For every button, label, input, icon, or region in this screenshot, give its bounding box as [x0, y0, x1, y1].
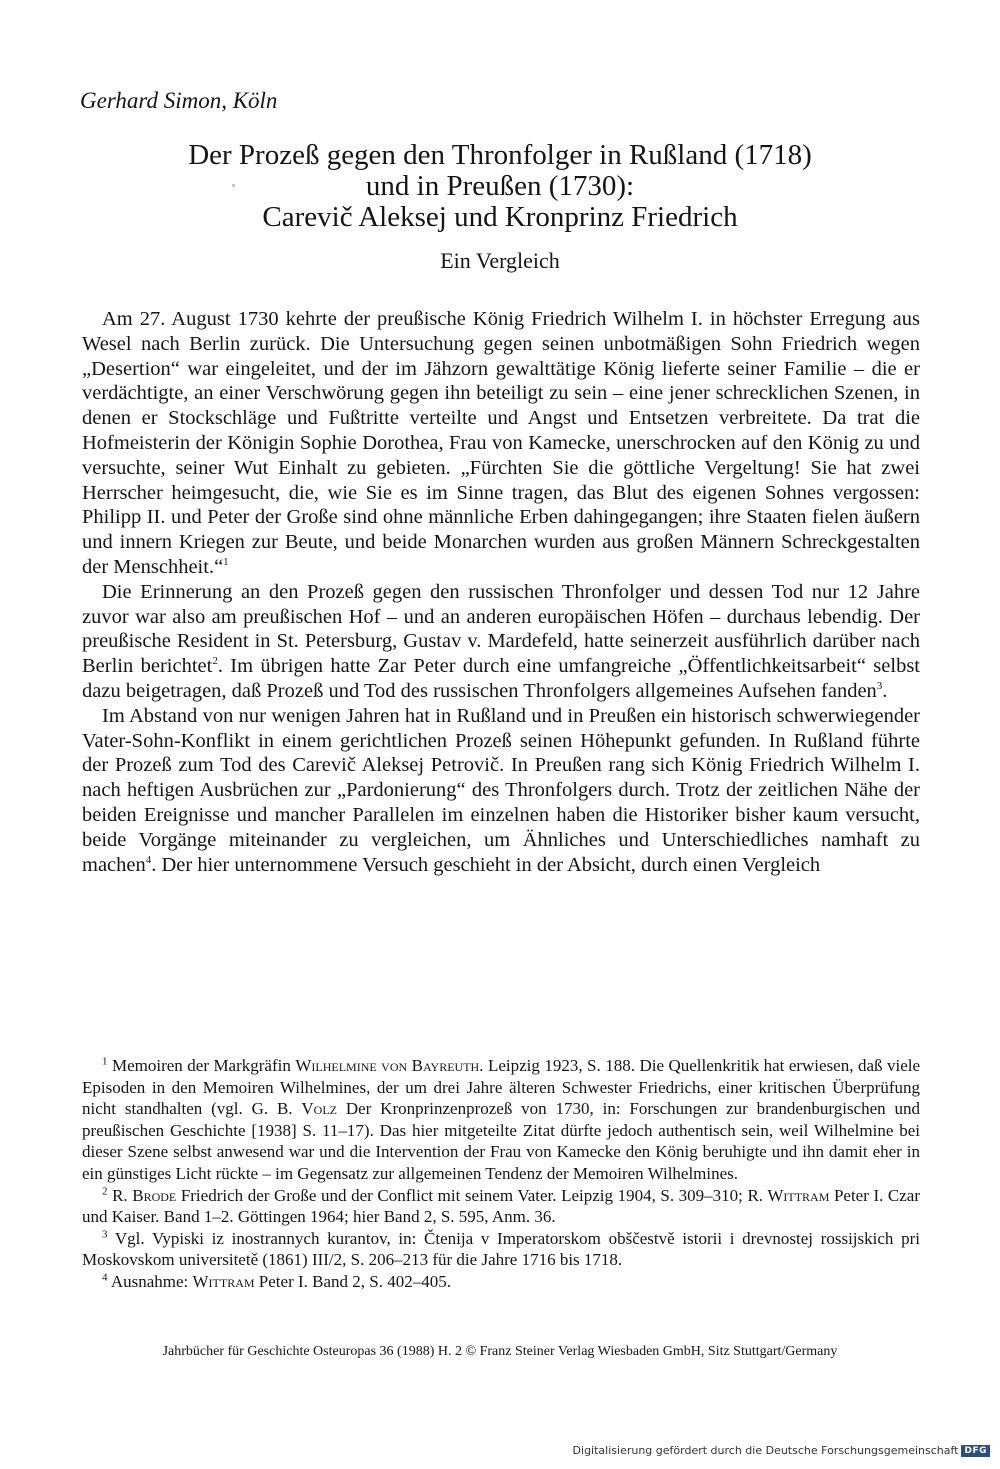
paragraph-2-text-a: Die Erinnerung an den Prozeß gegen den russischen Thronfolger und dessen Tod nur 12 Jahre zuvor war also am preußischen Hof – und an anderen europäischen Höfen – durchaus lebendig. Der preußische Resident in St. Petersburg, Gustav v. Mardefeld, hatte seinerzeit ausführlich darüber nach Berlin berichtet [82, 580, 920, 678]
footnote-2-author: R. Brode [112, 1185, 177, 1205]
footnote-1-text-b: . Leipzig 1923, S. 188. Die Quellenkritik hat erwiesen, daß viele Episoden in den Memoiren Wilhelmines, der um drei Jahre älteren Schwester Friedrichs, einer kritischen Überprüfung nicht standhalten (vgl. G. B. [82, 1056, 921, 1119]
paragraph-3-text-a: Im Abstand von nur wenigen Jahren hat in Rußland und in Preußen ein historisch schwerwiegender Vater-Sohn-Konflikt in einem gerichtlichen Prozeß seinen Höhepunkt gefunden. In Rußland führte der Prozeß zum Tod des Carevič Aleksej Petrovič. In Preußen rang sich König Friedrich Wilhelm I. nach heftigen Ausbrüchen zur „Pardonierung“ des Thronfolgers durch. Trotz der zeitlichen Nähe der beiden Ereignisse und mancher Parallelen im einzelnen haben die Historiker bisher kaum versucht, beide Vorgänge miteinander zu vergleichen, um Ähnliches und Unterschiedliches namhaft zu machen [82, 704, 920, 876]
footnote-2 [82, 1185, 920, 1228]
footnote-1-author-2: Volz [301, 1099, 337, 1119]
dfg-logo-icon: DFG [961, 1445, 990, 1457]
footnote-4-author: Wittram [192, 1271, 255, 1291]
footnote-3 [82, 1228, 920, 1271]
footnote-3-text: Vgl. Vypiski iz inostrannych kurantov, in: Čtenija v Imperatorskom obščestvě istorii i drevnostej rossijskich pri Moskovskom universitetě (1861) III/2, S. 206–213 für die Jahre 1716 bis 1718. [82, 1228, 920, 1270]
footnote-1-author: Wilhelmine von Bayreuth [295, 1056, 480, 1075]
footnote-4 [82, 1271, 920, 1293]
footnote-4-text-a: Ausnahme: [110, 1271, 193, 1291]
dfg-credit-text: Digitalisierung gefördert durch die Deutsche Forschungsgemeinschaft [572, 1444, 959, 1457]
footnote-4-text-b: Peter I. Band 2, S. 402–405. [254, 1271, 451, 1291]
paragraph-2-text-b: . Im übrigen hatte Zar Peter durch eine umfangreiche „Öffentlichkeitsarbeit“ selbst dazu beigetragen, daß Prozeß und Tod des russischen Thronfolgers allgemeines Aufsehen fanden [82, 655, 920, 702]
footnote-4-number: 4 [102, 1271, 108, 1284]
paragraph-3-text-b: . Der hier unternommene Versuch geschieht in der Absicht, durch einen Vergleich [151, 853, 821, 876]
paragraph-2-text-c: . [882, 679, 888, 702]
footnote-ref-2: 2 [212, 655, 218, 668]
dfg-credit [573, 1444, 990, 1457]
title-line-3: Carevič Aleksej und Kronprinz Friedrich [262, 201, 738, 233]
footnote-1-number: 1 [102, 1055, 108, 1068]
paragraph-2 [82, 580, 920, 704]
title-line-2: und in Preußen (1730): [365, 170, 635, 202]
footnote-1-text-c: Der Kronprinzenprozeß von 1730, in: Forschungen zur brandenburgischen und preußischen Geschichte [1938] S. 11–17). Das hier mitgeteilte Zitat dürfte jedoch authentisch sein, weil Wilhelmine bei dieser Szene selbst anwesend war und die Intervention der Frau von Kamecke den König beruhigte und ihn damit eher in ein günstiges Licht rückte – im Gegensatz zur allgemeinen Tendenz der Memoiren Wilhelmines. [82, 1099, 920, 1183]
footnotes [82, 1055, 920, 1293]
paragraph-1-text: Am 27. August 1730 kehrte der preußische König Friedrich Wilhelm I. in höchster Erregung aus Wesel nach Berlin zurück. Die Untersuchung gegen seinen unbotmäßigen Sohn Friedrich wegen „Desertion“ war eingeleitet, und der im Jähzorn gewalttätige König lieferte seiner Familie – die er verdächtigte, an einer Verschwörung gegen ihn beteiligt zu sein – eine jener schrecklichen Szenen, in denen er Stockschläge und Fußtritte verteilte und Angst und Entsetzen verbreitete. Da trat die Hofmeisterin der Königin Sophie Dorothea, Frau von Kamecke, unerschrocken auf den König zu und versuchte, seiner Wut Einhalt zu gebieten. „Fürchten Sie die göttliche Vergeltung! Sie hat zwei Herrscher heimgesucht, die, wie Sie es im Sinne tragen, das Blut des eigenen Sohnes vergossen: Philipp II. und Peter der Große sind ohne männliche Erben dahingegangen; ihre Staaten fielen äußern und innern Kriegen zur Beute, und beide Monarchen wurden aus großen Männern Schreckgestalten der Menschheit.“ [82, 308, 920, 578]
footnote-ref-1: 1 [223, 556, 229, 569]
footnote-2-text-a: Friedrich der Große und der Conflict mit seinem Vater. Leipzig 1904, S. 309–310; [176, 1185, 748, 1205]
paragraph-1 [82, 307, 920, 580]
footnote-ref-4: 4 [145, 853, 152, 866]
footnote-1 [82, 1055, 920, 1185]
journal-footer: Jahrbücher für Geschichte Osteuropas 36 (1988) H. 2 © Franz Steiner Verlag Wiesbaden GmbH, Sitz Stuttgart/Germany [162, 1344, 838, 1359]
footnote-2-text-b: Peter I. Czar und Kaiser. Band 1–2. Göttingen 1964; hier Band 2, S. 595, Anm. 36. [82, 1185, 921, 1227]
article-subtitle: Ein Vergleich [440, 248, 560, 273]
article-body [82, 307, 920, 877]
article-title [100, 140, 900, 233]
footnote-2-number: 2 [102, 1184, 108, 1197]
footnote-3-number: 3 [102, 1228, 108, 1241]
title-line-1: Der Prozeß gegen den Thronfolger in Rußland (1718) [188, 139, 812, 171]
footnote-2-author-2: R. Wittram [747, 1185, 830, 1205]
author-line: Gerhard Simon, Köln [80, 88, 278, 113]
footnote-1-text-a: Memoiren der Markgräfin [111, 1056, 296, 1075]
paragraph-3 [82, 704, 920, 878]
footnote-ref-3: 3 [876, 680, 883, 693]
